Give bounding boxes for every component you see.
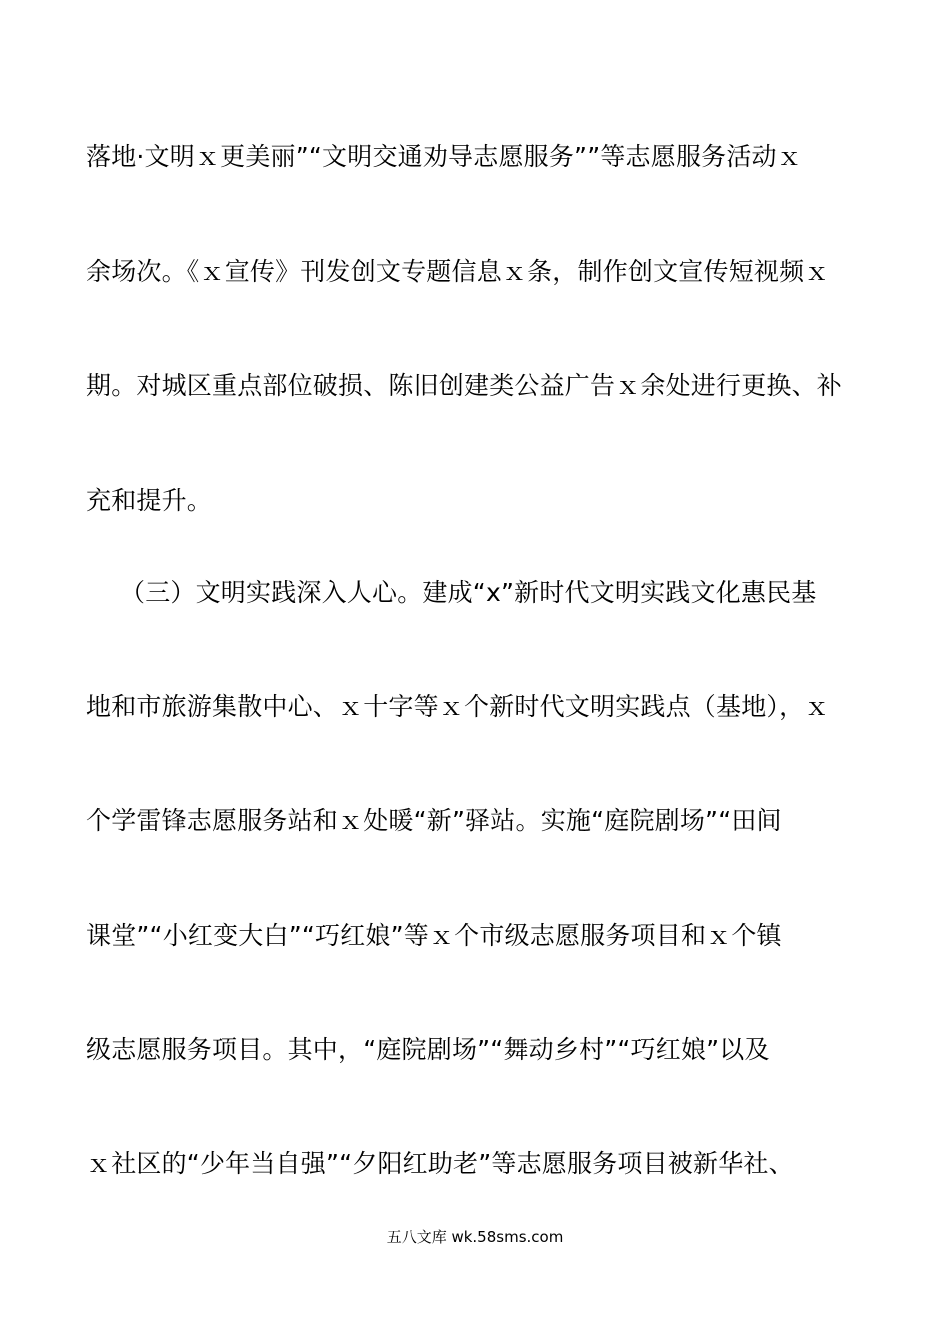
text-line-5-section-heading: （三）文明实践深入人心。建成“x”新时代文明实践文化惠民基 xyxy=(120,578,817,607)
text-line-7: 个学雷锋志愿服务站和ｘ处暖“新”驿站。实施“庭院剧场”“田间 xyxy=(86,806,782,835)
text-line-9: 级志愿服务项目。其中，“庭院剧场”“舞动乡村”“巧红娘”以及 xyxy=(86,1035,770,1064)
text-line-2: 余场次。《ｘ宣传》刊发创文专题信息ｘ条，制作创文宣传短视频ｘ xyxy=(86,257,830,286)
footer-watermark: 五八文库 wk.58sms.com xyxy=(386,1228,564,1246)
text-line-3: 期。对城区重点部位破损、陈旧创建类公益广告ｘ余处进行更换、补 xyxy=(86,371,843,400)
text-line-10: ｘ社区的“少年当自强”“夕阳红助老”等志愿服务项目被新华社、 xyxy=(86,1149,794,1178)
text-line-6: 地和市旅游集散中心、ｘ十字等ｘ个新时代文明实践点（基地），ｘ xyxy=(86,692,830,721)
text-line-1: 落地·文明ｘ更美丽”“文明交通劝导志愿服务””等志愿服务活动ｘ xyxy=(86,142,802,171)
text-line-8: 课堂”“小红变大白”“巧红娘”等ｘ个市级志愿服务项目和ｘ个镇 xyxy=(86,921,782,950)
text-line-4: 充和提升。 xyxy=(86,486,213,515)
